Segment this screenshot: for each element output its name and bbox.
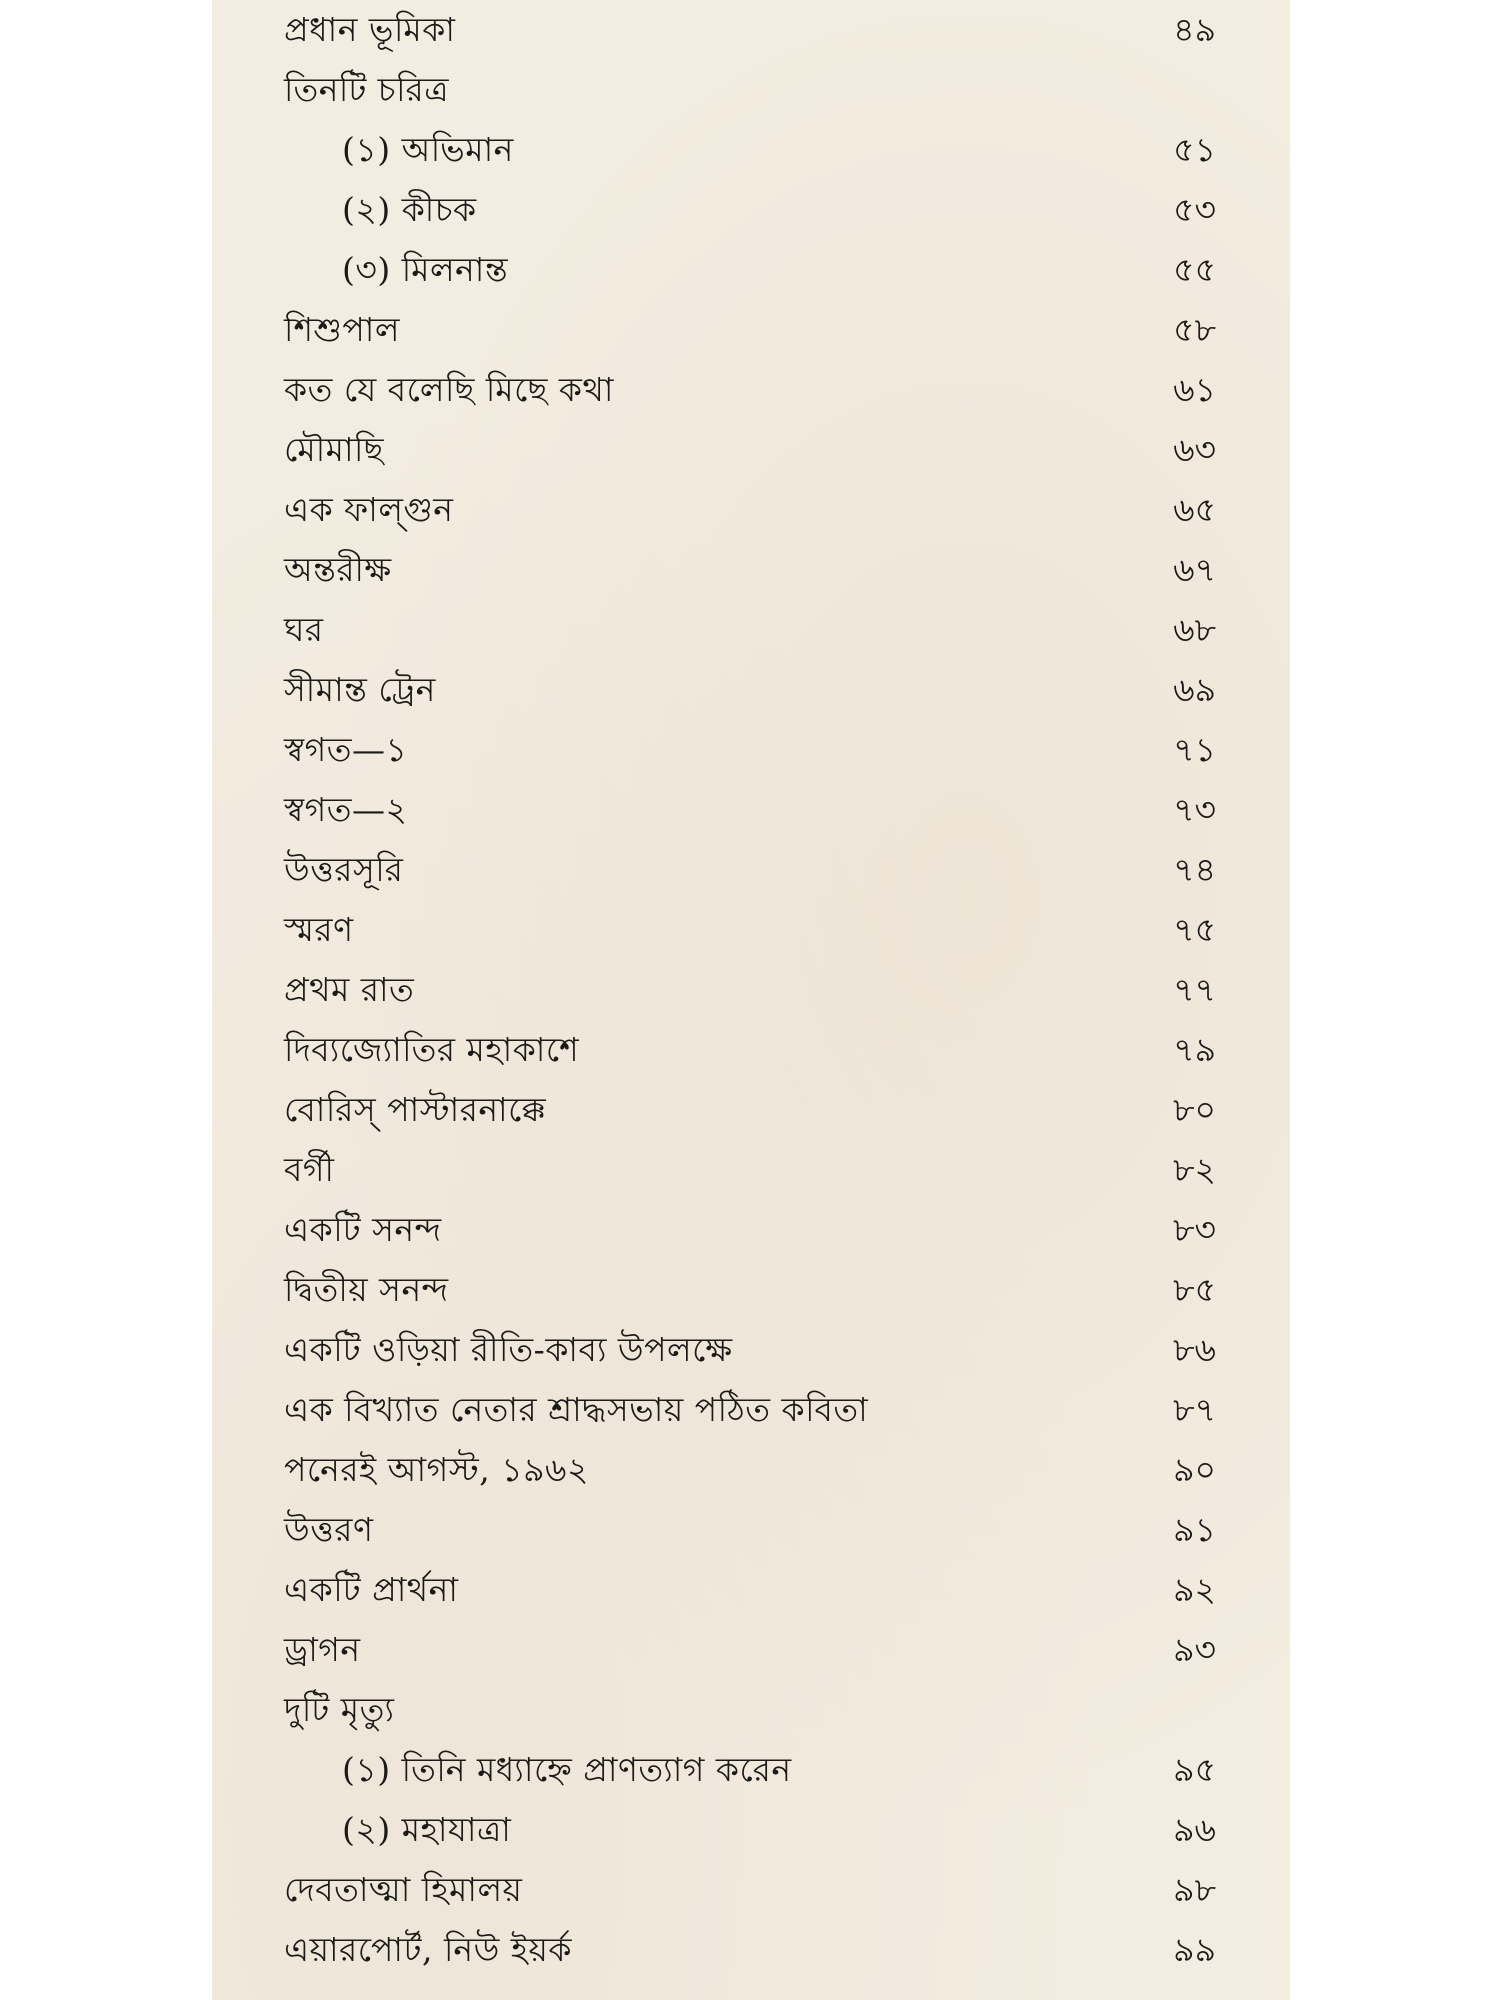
toc-page-number: ৭৯ (1173, 1030, 1216, 1069)
toc-title: বোরিস্ পাস্টারনাক্কে (284, 1090, 547, 1129)
toc-title: স্বগত—২ (284, 790, 408, 829)
toc-entry (284, 780, 1220, 840)
toc-entry (284, 540, 1220, 600)
toc-entry (284, 360, 1220, 420)
toc-page-number: ৬৮ (1173, 610, 1216, 649)
toc-title: দুটি মৃত্যু (284, 1690, 395, 1729)
toc-page-number: ৮৫ (1173, 1270, 1216, 1309)
toc-page-number: ৫৮ (1173, 310, 1216, 349)
toc-page-number: ৬৫ (1173, 490, 1216, 529)
toc-page-number: ৭৪ (1173, 850, 1216, 889)
toc-subentry (284, 1740, 1220, 1800)
toc-entry (284, 960, 1220, 1020)
toc-page-number: ৯১ (1173, 1510, 1216, 1549)
toc-title: ড্রাগন (284, 1630, 361, 1669)
toc-entry (284, 1440, 1220, 1500)
toc-subentry (284, 240, 1220, 300)
toc-title: কত যে বলেছি মিছে কথা (284, 370, 614, 409)
toc-entry (284, 1920, 1220, 1980)
toc-page-number: ৬৯ (1173, 670, 1216, 709)
toc-entry (284, 1200, 1220, 1260)
toc-title: স্মরণ (284, 910, 354, 949)
toc-title: সীমান্ত ট্রেন (284, 670, 436, 709)
toc-title: দ্বিতীয় সনন্দ (284, 1270, 449, 1309)
toc-entry (284, 60, 1220, 120)
toc-title: বর্গী (284, 1150, 335, 1189)
toc-title: একটি ওড়িয়া রীতি-কাব্য উপলক্ষে (284, 1330, 733, 1369)
toc-page-number: ৭৩ (1173, 790, 1216, 829)
toc-entry (284, 840, 1220, 900)
toc-page-number: ৯০ (1173, 1450, 1216, 1489)
toc-page-number: ৭১ (1173, 730, 1216, 769)
toc-entry (284, 720, 1220, 780)
toc-entry (284, 660, 1220, 720)
toc-page-number: ৯৯ (1173, 1930, 1216, 1969)
toc-page-number: ৭৫ (1173, 910, 1216, 949)
toc-page-number: ৮৭ (1173, 1390, 1216, 1429)
toc-subentry (284, 180, 1220, 240)
toc-page-number: ৬৭ (1173, 550, 1216, 589)
toc-page-number: ৫৫ (1173, 250, 1216, 289)
toc-title: (১) অভিমান (342, 130, 514, 169)
toc-title: দেবতাত্মা হিমালয় (284, 1870, 523, 1909)
toc-title: উত্তরসূরি (284, 850, 404, 889)
toc-page-number: ৯২ (1173, 1570, 1216, 1609)
toc-entry (284, 1080, 1220, 1140)
toc-title: ঘর (284, 610, 324, 649)
toc-page-number: ৯৬ (1173, 1810, 1216, 1849)
toc-entry (284, 0, 1220, 60)
toc-page-number: ৮০ (1173, 1090, 1216, 1129)
toc-page-number: ৬৩ (1173, 430, 1216, 469)
toc-subentry (284, 120, 1220, 180)
toc-entry (284, 1260, 1220, 1320)
toc-title: প্রধান ভূমিকা (284, 10, 456, 49)
toc-title: প্রথম রাত (284, 970, 415, 1009)
toc-entry (284, 1320, 1220, 1380)
toc-entry (284, 1680, 1220, 1740)
toc-title: উত্তরণ (284, 1510, 374, 1549)
toc-title: (২) কীচক (342, 190, 477, 229)
toc-entry (284, 900, 1220, 960)
toc-title: অন্তরীক্ষ (284, 550, 392, 589)
toc-entry (284, 1020, 1220, 1080)
toc-page-number: ৪৯ (1173, 10, 1216, 49)
toc-title: (২) মহাযাত্রা (342, 1810, 512, 1849)
toc-entry (284, 420, 1220, 480)
toc-title: মৌমাছি (284, 430, 384, 469)
toc-entry (284, 300, 1220, 360)
toc-subentry (284, 1800, 1220, 1860)
toc-page-number: ৮৬ (1173, 1330, 1216, 1369)
toc-title: শিশুপাল (284, 310, 400, 349)
toc-page-number: ৬১ (1173, 370, 1216, 409)
toc-page-number: ৫৩ (1173, 190, 1216, 229)
toc-entry (284, 600, 1220, 660)
toc-title: (৩) মিলনান্ত (342, 250, 509, 289)
toc-page-number: ৭৭ (1173, 970, 1216, 1009)
toc-page-number: ৮৩ (1173, 1210, 1216, 1249)
toc-title: তিনটি চরিত্র (284, 70, 449, 109)
toc-title: এয়ারপোর্ট, নিউ ইয়র্ক (284, 1930, 572, 1969)
toc-title: একটি সনন্দ (284, 1210, 442, 1249)
toc-title: এক ফাল্গুন (284, 490, 454, 529)
toc-entry (284, 480, 1220, 540)
toc-entry (284, 1560, 1220, 1620)
toc-page-number: ৮২ (1173, 1150, 1216, 1189)
toc-entry (284, 1140, 1220, 1200)
toc-page-number: ৫১ (1173, 130, 1216, 169)
toc-title: পনেরই আগস্ট, ১৯৬২ (284, 1450, 589, 1489)
toc-title: একটি প্রার্থনা (284, 1570, 459, 1609)
toc-title: এক বিখ্যাত নেতার শ্রাদ্ধসভায় পঠিত কবিতা (284, 1390, 869, 1429)
book-page (212, 0, 1290, 2000)
toc-page-number: ৯৩ (1173, 1630, 1216, 1669)
toc-title: দিব্যজ্যোতির মহাকাশে (284, 1030, 580, 1069)
toc-entry (284, 1500, 1220, 1560)
toc-entry (284, 1860, 1220, 1920)
toc-entry (284, 1620, 1220, 1680)
toc-page-number: ৯৮ (1173, 1870, 1216, 1909)
toc-title: স্বগত—১ (284, 730, 408, 769)
toc-entry (284, 1380, 1220, 1440)
toc-page-number: ৯৫ (1173, 1750, 1216, 1789)
toc-title: (১) তিনি মধ্যাহ্নে প্রাণত্যাগ করেন (342, 1750, 792, 1789)
